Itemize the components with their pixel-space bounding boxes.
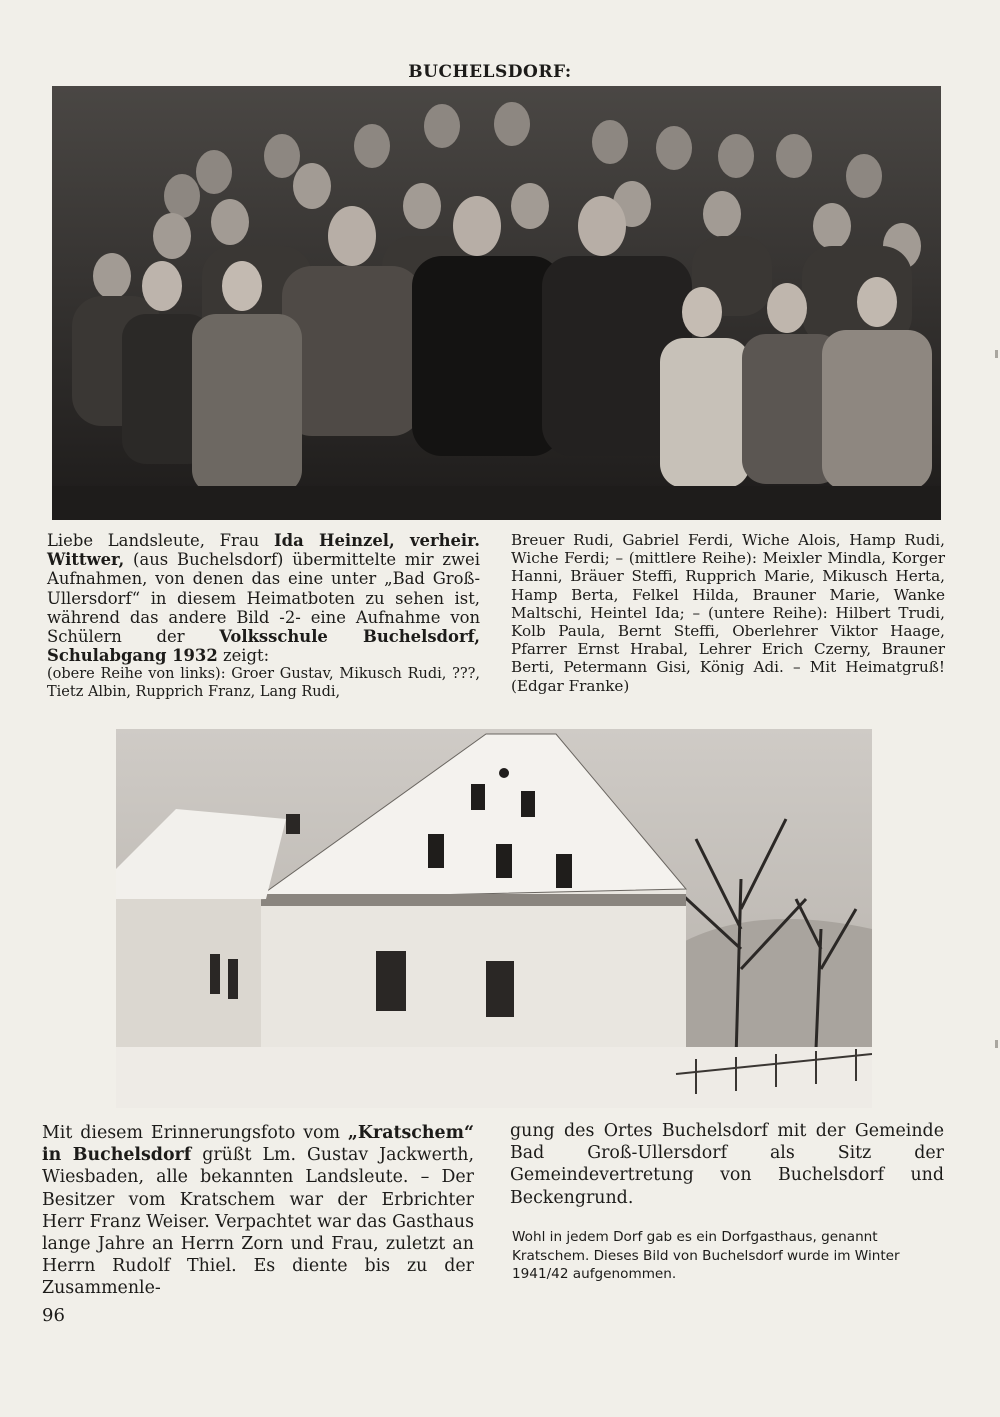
class-photo	[52, 86, 941, 520]
bold-name: Ida Heinzel, verheir. Wittwer,	[47, 531, 480, 570]
text: (aus Buchelsdorf) übermittelte mir zwei Aufnahmen, von denen das eine unter „Bad Groß-Ullersdorf“ in diesem Heimatboten zu sehen ist, während das andere Bild -2- eine Aufnahme von Schülern der	[47, 550, 480, 647]
article-1-column-1	[47, 531, 480, 701]
text: Mit diesem Erinnerungsfoto vom	[42, 1123, 348, 1143]
text: zeigt:	[217, 646, 270, 666]
scan-edge-mark	[995, 1040, 998, 1048]
page-title: BUCHELSDORF:	[408, 62, 572, 82]
article-2-text-continued: gung des Ortes Buchelsdorf mit der Gemeinde Bad Groß-Ullersdorf als Sitz der Gemeindevertretung von Buchelsdorf und Beckengrund.	[510, 1121, 944, 1208]
article-1-column-2	[511, 531, 945, 695]
text: grüßt Lm. Gustav Jackwerth, Wiesbaden, alle bekannten Landsleute. – Der Besitzer vom Kratschem war der Erbrichter Herr Franz Weiser. Verpachtet war das Gasthaus lange Jahre an Herrn Zorn und Frau, zuletzt an Herrn Rudolf Thiel. Es diente bis zu der Zusammenle-	[42, 1145, 475, 1299]
text: Liebe Landsleute, Frau	[47, 531, 274, 550]
article-1-intro	[47, 531, 480, 665]
article-2-column-1	[42, 1122, 474, 1300]
scan-edge-mark	[995, 350, 998, 358]
article-1-names-continued: Breuer Rudi, Gabriel Ferdi, Wiche Alois, Hamp Rudi, Wiche Ferdi; – (mittlere Reihe): Meixler Mindla, Korger Hanni, Bräuer Steffi, Rupprich Marie, Mikusch Herta, Hamp Berta, Felkel Hilda, Brauner Marie, Wanke Maltschi, Heintel Ida; – (untere Reihe): Hilbert Trudi, Kolb Paula, Bernt Steffi, Oberlehrer Viktor Haage, Pfarrer Ernst Hrabal, Lehrer Erich Czerny, Brauner Berti, Petermann Gisi, König Adi. – Mit Heimatgruß! (Edgar Franke)	[511, 531, 945, 695]
article-2-column-2	[510, 1120, 944, 1209]
article-2-text	[42, 1122, 474, 1300]
page-number: 96	[42, 1305, 65, 1326]
photo-caption: Wohl in jedem Dorf gab es ein Dorfgasthaus, genannt Kratschem. Dieses Bild von Buchelsdorf wurde im Winter 1941/42 aufgenommen.	[512, 1229, 900, 1282]
bold-place: „Kratschem“ in Buchelsdorf	[42, 1123, 474, 1166]
kratschem-photo	[116, 729, 872, 1108]
article-1-names-top-row: (obere Reihe von links): Groer Gustav, Mikusch Rudi, ???, Tietz Albin, Rupprich Franz, Lang Rudi,	[47, 666, 480, 701]
bold-school: Volksschule Buchelsdorf, Schulabgang 1932	[47, 627, 480, 666]
